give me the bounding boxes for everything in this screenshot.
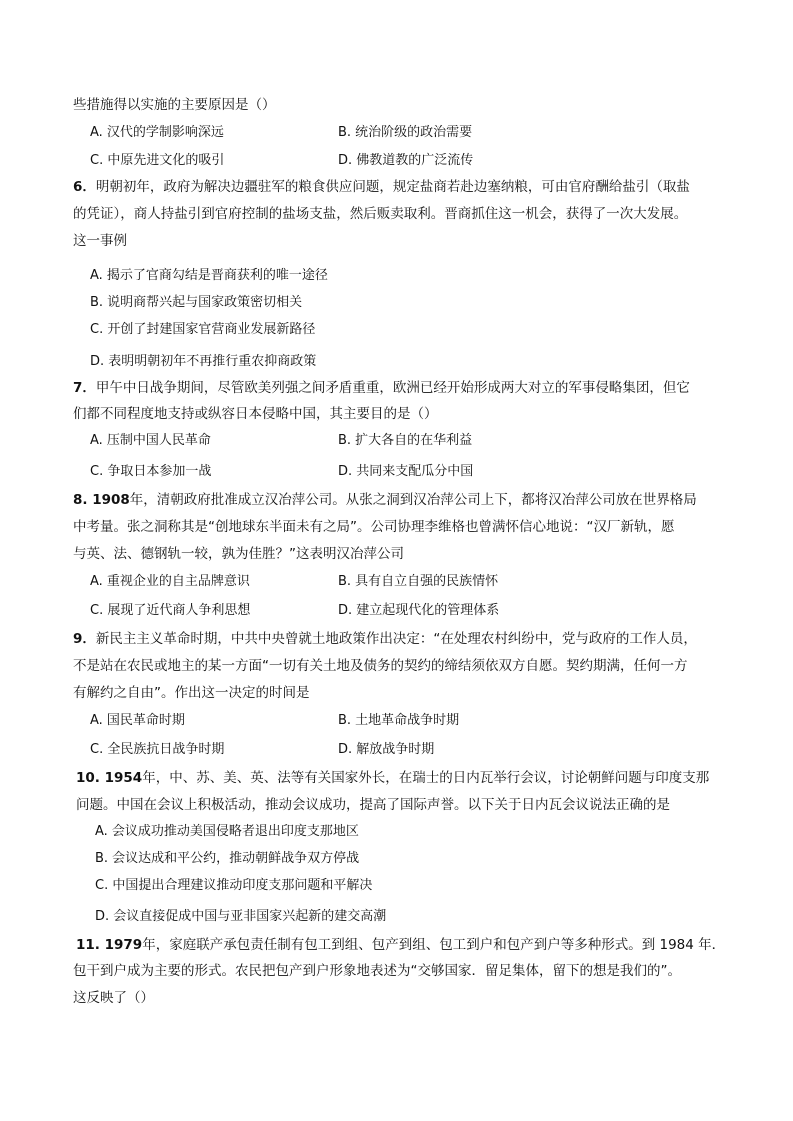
q5-option-a: A. 汉代的学制影响深远 [90,125,224,140]
q5-option-c: C. 中原先进文化的吸引 [90,153,225,168]
q10-stem-line-1: 10. 1954年，中、苏、美、英、法等有关国家外长，在瑞士的日内瓦举行会议，讨论朝鲜问题与印度支那 [76,770,710,786]
q8-option-d: D. 建立起现代化的管理体系 [338,603,500,618]
q10-stem-line-2: 问题。中国在会议上积极活动，推动会议成功，提高了国际声誉。以下关于日内瓦会议说法正确的是 [76,797,670,813]
q11-stem-line-1: 11. 1979年，家庭联产承包责任制有包工到组、包产到组、包工到户和包产到户等多种形式。到 1984 年． [76,937,726,953]
q9-option-c: C. 全民族抗日战争时期 [90,742,225,757]
q9-option-d: D. 解放战争时期 [338,742,435,757]
q8-stem-line-3: 与英、法、德钢轨一较，孰为佳胜？”这表明汉冶萍公司 [73,546,404,562]
q6-number: 6． [73,179,96,195]
q5-option-d: D. 佛教道教的广泛流传 [338,153,474,168]
q6-option-b: B. 说明商帮兴起与国家政策密切相关 [90,295,303,310]
q6-stem-line-2: 的凭证），商人持盐引到官府控制的盐场支盐，然后贩卖取利。晋商抓住这一机会，获得了一次大发展。 [73,206,688,222]
q8-option-c: C. 展现了近代商人争利思想 [90,603,251,618]
q11-stem-line-3: 这反映了（） [73,990,154,1006]
q9-stem-line-2: 不是站在农民或地主的某一方面“一切有关土地及债务的契约的缔结须依双方自愿。契约期满，任何一方 [73,658,688,674]
q5-option-b: B. 统治阶级的政治需要 [338,125,473,140]
q10-number: 10. 1954 [76,770,143,786]
q7-number: 7． [73,380,96,396]
q11-stem-line-2: 包干到户成为主要的形式。农民把包产到户形象地表述为“交够国家．留足集体，留下的想是我们的”。 [73,963,681,979]
q7-option-d: D. 共同来支配瓜分中国 [338,464,474,479]
q7-stem-line-1: 7．甲午中日战争期间，尽管欧美列强之间矛盾重重，欧洲已经开始形成两大对立的军事侵略集团，但它 [73,380,690,396]
q8-option-b: B. 具有自立自强的民族情怀 [338,574,499,589]
q10-option-b: B. 会议达成和平公约，推动朝鲜战争双方停战 [95,851,360,866]
q6-stem-line-1: 6．明朝初年，政府为解决边疆驻军的粮食供应问题，规定盐商若赴边塞纳粮，可由官府酬给盐引（取盐 [73,179,690,195]
q7-option-c: C. 争取日本参加一战 [90,464,212,479]
q7-option-a: A. 压制中国人民革命 [90,433,211,448]
q7-stem-line-2: 们都不同程度地支持或纵容日本侵略中国，其主要目的是（） [73,406,438,422]
q9-stem-line-1: 9．新民主主义革命时期，中共中央曾就土地政策作出决定：“在处理农村纠纷中，党与政府的工作人员， [73,631,697,647]
q8-option-a: A. 重视企业的自主品牌意识 [90,574,250,589]
q7-option-b: B. 扩大各自的在华利益 [338,433,473,448]
q9-option-a: A. 国民革命时期 [90,713,185,728]
q6-stem-line-3: 这一事例 [73,233,127,249]
q9-number: 9． [73,631,96,647]
q9-stem-line-3: 有解约之自由”。作出这一决定的时间是 [73,685,310,701]
q8-stem-line-1: 8. 1908年，清朝政府批准成立汉冶萍公司。从张之洞到汉冶萍公司上下，都将汉冶萍公司放在世界格局 [73,492,697,508]
q9-option-b: B. 土地革命战争时期 [338,713,460,728]
q11-number: 11. 1979 [76,937,143,953]
q6-option-a: A. 揭示了官商勾结是晋商获利的唯一途径 [90,268,328,283]
q8-number: 8. 1908 [73,492,130,508]
q6-option-c: C. 开创了封建国家官营商业发展新路径 [90,322,316,337]
q10-option-a: A. 会议成功推动美国侵略者退出印度支那地区 [95,824,359,839]
q8-stem-line-2: 中考量。张之洞称其是“创地球东半面未有之局”。公司协理李维格也曾满怀信心地说：“汉厂新轨，愿 [73,519,675,535]
q6-option-d: D. 表明明朝初年不再推行重农抑商政策 [90,354,317,369]
q10-option-d: D. 会议直接促成中国与亚非国家兴起新的建交高潮 [95,909,387,924]
q10-option-c: C. 中国提出合理建议推动印度支那问题和平解决 [95,878,373,893]
q5-stem-tail: 些措施得以实施的主要原因是（） [73,97,276,113]
